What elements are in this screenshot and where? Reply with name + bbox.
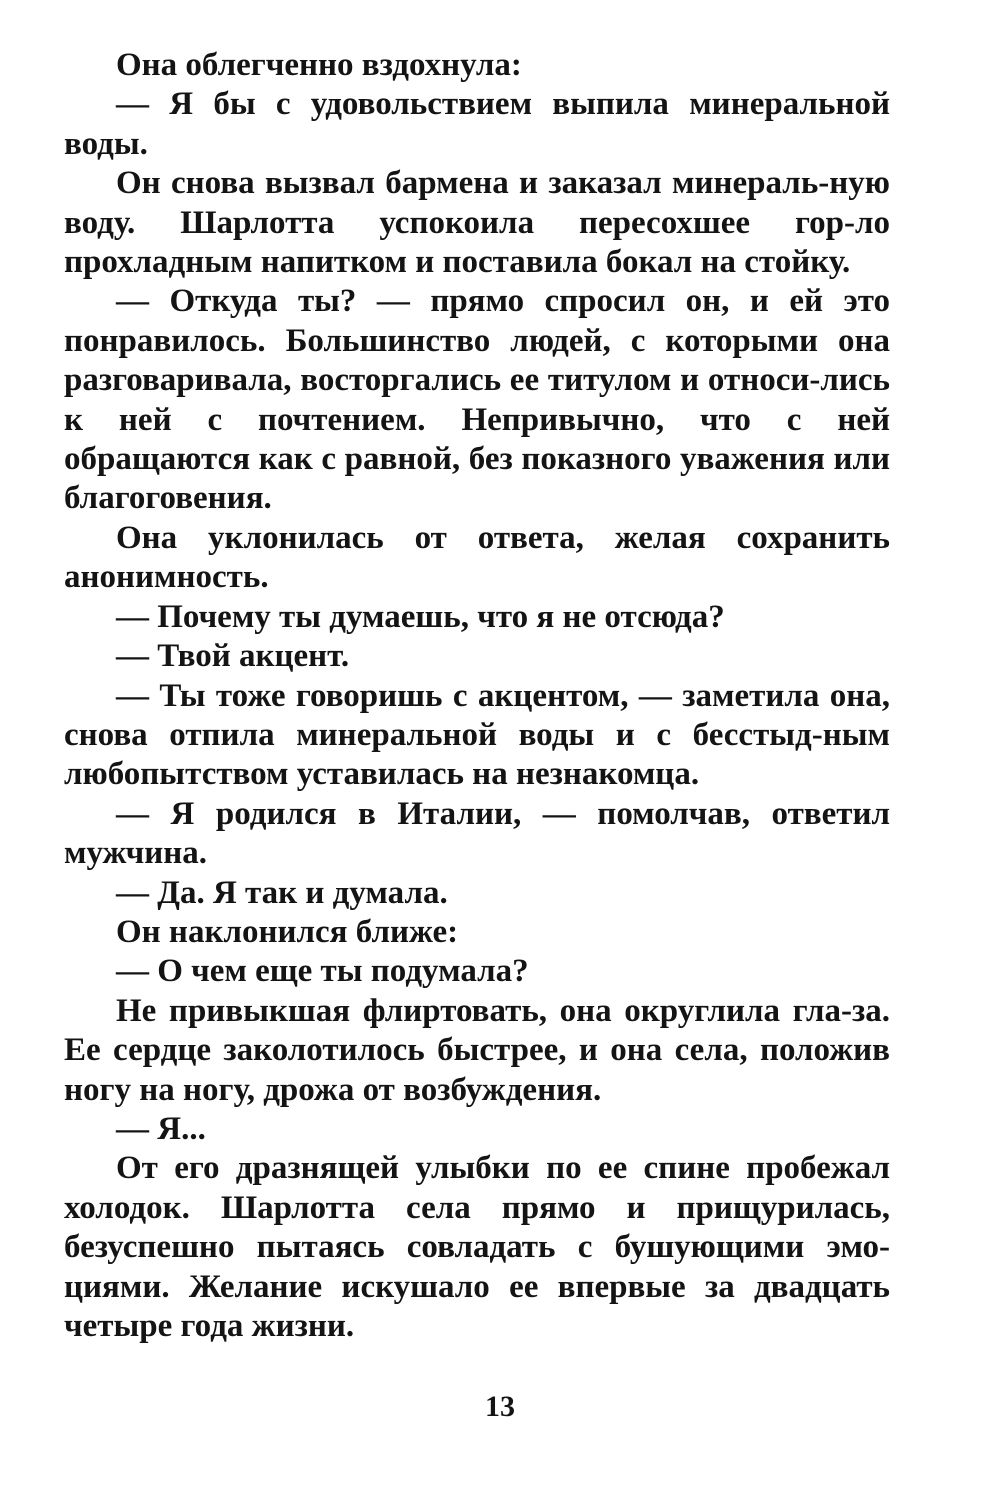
paragraph-5: Она уклонилась от ответа, желая сохранить анонимность.	[64, 519, 890, 596]
paragraph-14: — Я...	[116, 1110, 206, 1147]
paragraph-12: — О чем еще ты подумала?	[116, 953, 529, 990]
paragraph-13: Не привыкшая флиртовать, она округлила гла-за. Ее сердце заколотилось быстрее, и она села, положив ногу на ногу, дрожа от возбуждения.	[64, 992, 890, 1108]
paragraph-2: — Я бы с удовольствием выпила минеральной воды.	[64, 86, 890, 162]
paragraph-15: От его дразнящей улыбки по ее спине пробежал холодок. Шарлотта села прямо и прищурилась, безуспешно пытаясь совладать с бушующими эмо-циями. Желание искушало ее впервые за двадцать четыре года жизни.	[64, 1150, 890, 1344]
paragraph-9: — Я родился в Италии, — помолчав, ответил мужчина.	[64, 795, 890, 872]
page-number: 13	[485, 1390, 515, 1423]
paragraph-3: Он снова вызвал бармена и заказал минераль-ную воду. Шарлотта успокоила пересохшее гор-ло прохладным напитком и поставила бокал на стойку.	[64, 165, 890, 281]
paragraph-4: — Откуда ты? — прямо спросил он, и ей это понравилось. Большинство людей, с которыми она разговаривала, восторгались ее титулом и относи-лись к ней с почтением. Непривычно, что с ней обращаются как с равной, без показного уважения или благоговения.	[64, 283, 890, 517]
paragraph-1: Она облегченно вздохнула:	[116, 47, 522, 83]
paragraph-8: — Ты тоже говоришь с акцентом, — заметила она, снова отпила минеральной воды и с бесстыд-ным любопытством уставилась на незнакомца.	[64, 677, 890, 793]
page-body	[64, 46, 890, 1346]
paragraph-6: — Почему ты думаешь, что я не отсюда?	[116, 598, 725, 635]
paragraph-11: Он наклонился ближе:	[116, 913, 459, 950]
paragraph-7: — Твой акцент.	[116, 638, 350, 675]
paragraph-10: — Да. Я так и думала.	[116, 874, 448, 911]
